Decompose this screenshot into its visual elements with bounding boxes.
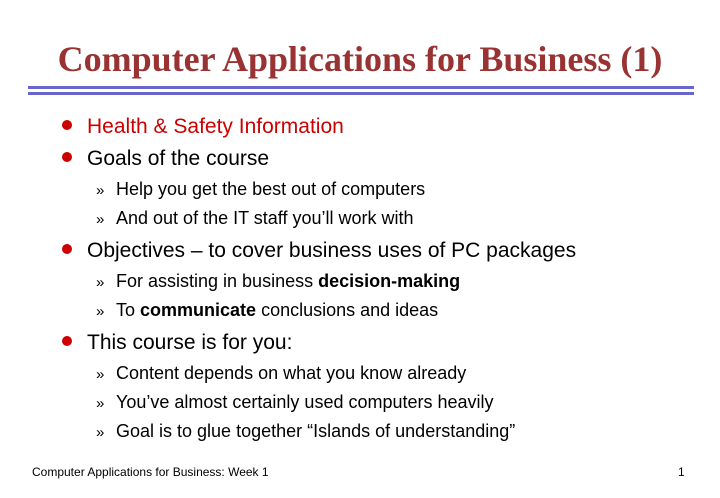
sub-bullet-islands <box>96 420 515 442</box>
sub-bullet-text: You’ve almost certainly used computers heavily <box>116 392 494 412</box>
sub-bullet-text-tail: conclusions and ideas <box>256 300 439 320</box>
slide-title: Computer Applications for Business (1) <box>57 39 663 79</box>
sub-bullet-text: Content depends on what you know already <box>116 363 467 383</box>
sub-bullet-text: Help you get the best out of computers <box>116 179 426 199</box>
bullet-course-for-you <box>62 330 292 356</box>
sub-bullet-best-out <box>96 178 425 200</box>
bullet-objectives <box>62 238 576 264</box>
title-rule-top <box>28 86 694 89</box>
sub-bullet-content-depends <box>96 362 466 384</box>
chevron-double-right-icon: » <box>96 366 105 383</box>
sub-bullet-used-computers <box>96 391 494 413</box>
sub-bullet-it-staff <box>96 207 413 229</box>
chevron-double-right-icon: » <box>96 182 105 199</box>
bullet-dot-icon <box>62 120 72 130</box>
bullet-text: Objectives – to cover business uses of PC packages <box>87 239 577 262</box>
chevron-double-right-icon: » <box>96 303 105 320</box>
bullet-dot-icon <box>62 152 72 162</box>
sub-bullet-communicate <box>96 299 438 321</box>
sub-bullet-decision-making <box>96 270 460 292</box>
bullet-dot-icon <box>62 244 72 254</box>
bullet-health-safety <box>62 114 344 140</box>
bullet-goals <box>62 146 269 172</box>
title-rule-bottom <box>28 92 694 95</box>
chevron-double-right-icon: » <box>96 211 105 228</box>
emphasis-text: decision-making <box>318 271 461 291</box>
sub-bullet-text: To <box>116 300 141 320</box>
bullet-text: This course is for you: <box>87 331 293 354</box>
bullet-text: Health & Safety Information <box>87 115 344 138</box>
emphasis-text: communicate <box>140 300 257 320</box>
slide-footer: Computer Applications for Business: Week 1 <box>32 465 269 479</box>
chevron-double-right-icon: » <box>96 274 105 291</box>
sub-bullet-text: For assisting in business <box>116 271 319 291</box>
bullet-dot-icon <box>62 336 72 346</box>
page-number: 1 <box>678 465 685 479</box>
sub-bullet-text: Goal is to glue together “Islands of understanding” <box>116 421 516 441</box>
chevron-double-right-icon: » <box>96 395 105 412</box>
chevron-double-right-icon: » <box>96 424 105 441</box>
sub-bullet-text: And out of the IT staff you’ll work with <box>116 208 414 228</box>
bullet-text: Goals of the course <box>87 147 270 170</box>
